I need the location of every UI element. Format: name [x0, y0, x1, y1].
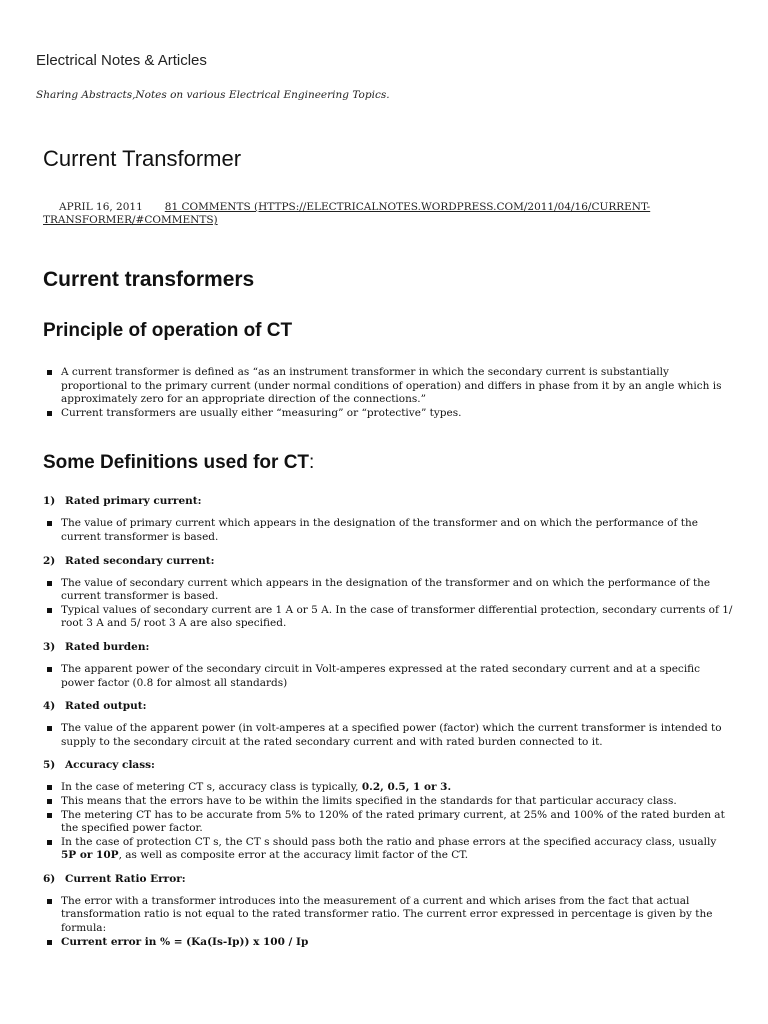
site-title[interactable]: Electrical Notes & Articles	[36, 52, 207, 69]
post-date[interactable]: APRIL 16, 2011	[59, 201, 143, 213]
definition-title	[43, 640, 733, 654]
post-content	[43, 262, 733, 949]
definition-label: Rated output:	[65, 700, 147, 713]
definition-label: Accuracy class:	[65, 759, 155, 772]
list-item	[43, 936, 733, 950]
definition-list	[43, 663, 733, 690]
list-item: The metering CT has to be accurate from 5% to 120% of the rated primary current, at 25% and 100% of the rated burden at the specified power factor.	[43, 809, 733, 836]
definition-label: Rated primary current:	[65, 495, 202, 508]
heading-principle-of-operation: Principle of operation of CT	[43, 320, 293, 341]
heading-definitions-colon: :	[309, 452, 315, 474]
definition-number: 6)	[43, 872, 56, 885]
definition-number: 3)	[43, 640, 56, 653]
definition-number: 1)	[43, 495, 56, 508]
definition-title	[43, 758, 733, 772]
definition-list	[43, 781, 733, 863]
list-item: Typical values of secondary current are 1 A or 5 A. In the case of transformer differential protection, secondary currents of 1/ root 3 A and 5/ root 3 A are also specified.	[43, 604, 733, 631]
definition-number: 2)	[43, 554, 56, 567]
definition-label: Rated burden:	[65, 640, 150, 653]
post-meta	[43, 201, 693, 227]
definition-list	[43, 517, 733, 544]
definition-number: 4)	[43, 700, 56, 713]
list-item: The apparent power of the secondary circuit in Volt-amperes expressed at the rated secondary current and at a specific power factor (0.8 for almost all standards)	[43, 663, 733, 690]
definition-label: Current Ratio Error:	[65, 872, 186, 885]
definition-list	[43, 577, 733, 631]
definition-number: 5)	[43, 759, 56, 772]
definition-title	[43, 554, 733, 568]
post-title: Current Transformer	[43, 146, 242, 171]
comments-link[interactable]: 81 COMMENTS (HTTPS://ELECTRICALNOTES.WORDPRESS.COM/2011/04/16/CURRENT-TRANSFORMER/#COMMENTS)	[43, 201, 651, 226]
list-item-text: , as well as composite error at the accuracy limit factor of the CT.	[118, 849, 469, 862]
formula-text: Current error in % = (Ka(Is-Ip)) x 100 / Ip	[61, 935, 309, 948]
list-item-text: In the case of metering CT s, accuracy class is typically,	[61, 781, 362, 794]
definition-title	[43, 494, 733, 508]
list-item: Current transformers are usually either “measuring” or “protective” types.	[43, 407, 733, 421]
principle-list	[43, 366, 733, 420]
list-item	[43, 836, 733, 863]
list-item: This means that the errors have to be within the limits specified in the standards for that particular accuracy class.	[43, 795, 733, 809]
list-item: The value of secondary current which appears in the designation of the transformer and on which the performance of the current transformer is based.	[43, 577, 733, 604]
list-item-emphasis: 5P or 10P	[61, 849, 119, 862]
definition-title	[43, 872, 733, 886]
heading-current-transformers: Current transformers	[43, 268, 255, 291]
list-item-text: In the case of protection CT s, the CT s should pass both the ratio and phase errors at the specified accuracy class, usually	[61, 835, 717, 848]
list-item: The error with a transformer introduces into the measurement of a current and which arises from the fact that actual transformation ratio is not equal to the rated transformer ratio. The current error expressed in percentage is given by the formula:	[43, 895, 733, 936]
heading-definitions	[43, 446, 733, 480]
list-item: The value of the apparent power (in volt-amperes at a specified power (factor) which the current transformer is intended to supply to the secondary circuit at the rated secondary current and with rated burden connected to it.	[43, 722, 733, 749]
list-item-emphasis: 0.2, 0.5, 1 or 3.	[361, 781, 452, 794]
definition-title	[43, 699, 733, 713]
definition-label: Rated secondary current:	[65, 554, 215, 567]
list-item	[43, 781, 733, 795]
definition-list	[43, 722, 733, 749]
heading-definitions-text: Some Definitions used for CT	[43, 452, 310, 474]
site-description: Sharing Abstracts,Notes on various Electrical Engineering Topics.	[36, 89, 390, 101]
definition-list	[43, 895, 733, 949]
list-item: The value of primary current which appears in the designation of the transformer and on which the performance of the current transformer is based.	[43, 517, 733, 544]
list-item: A current transformer is defined as “as an instrument transformer in which the secondary current is substantially proportional to the primary current (under normal conditions of operation) and differs in phase from it by an angle which is approximately zero for an appropriate direction of the connections.”	[43, 366, 733, 407]
